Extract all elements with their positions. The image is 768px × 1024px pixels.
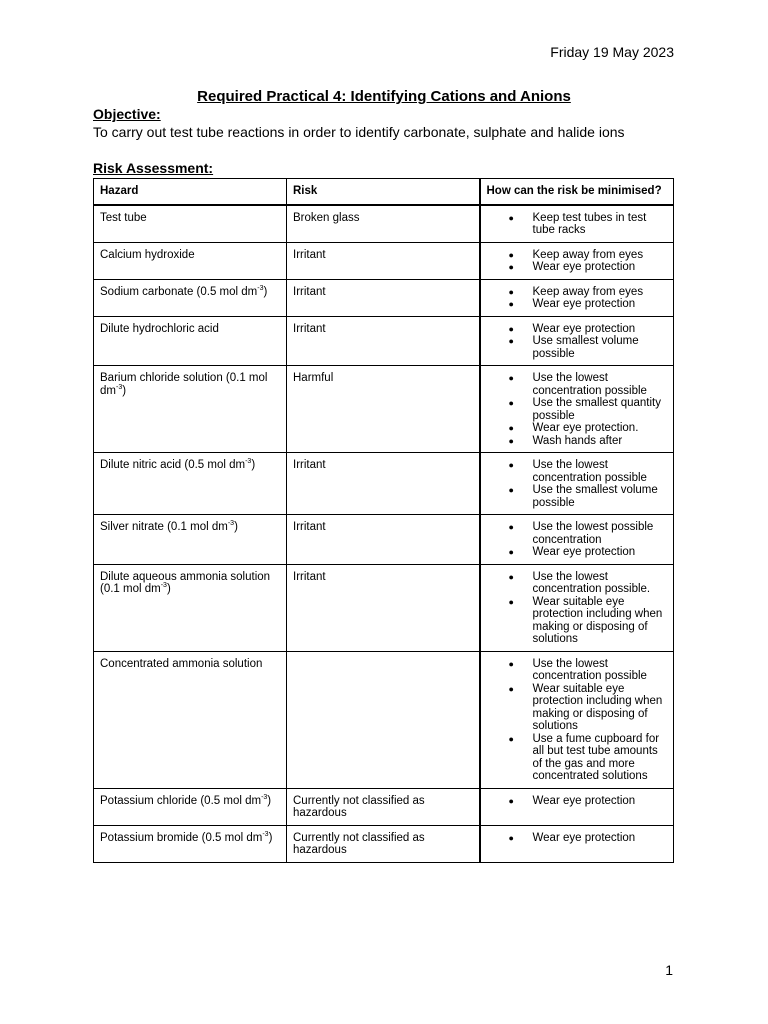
list-item: ● Use the lowest concentration possible [533, 658, 668, 683]
risk-cell: Irritant [287, 279, 480, 316]
table-row [94, 651, 674, 788]
table-body [94, 205, 674, 863]
bullet-list [487, 323, 668, 361]
list-item: ● Wear suitable eye protection including when making or disposing of solutions [533, 596, 668, 646]
table-row [94, 788, 674, 825]
bullet-list [487, 658, 668, 783]
risk-cell: Irritant [287, 564, 480, 651]
hazard-cell [94, 515, 287, 565]
hazard-text-tail: ) [267, 794, 272, 807]
hazard-text: Silver nitrate (0.1 mol dm [100, 521, 228, 533]
table-row [94, 205, 674, 243]
hazard-text: Dilute nitric acid (0.5 mol dm [100, 459, 246, 471]
risk-cell: Irritant [287, 453, 480, 515]
minimise-cell [480, 316, 674, 366]
list-item: ● Wear eye protection [533, 261, 668, 274]
hazard-text-tail: ) [268, 831, 273, 844]
risk-cell: Currently not classified as hazardous [287, 825, 480, 862]
minimise-cell [480, 825, 674, 862]
hazard-text-tail: ) [263, 285, 268, 298]
risk-cell: Currently not classified as hazardous [287, 788, 480, 825]
page-number: 1 [665, 962, 673, 978]
list-item: ● Use smallest volume possible [533, 335, 668, 360]
hazard-text: Test tube [100, 211, 147, 224]
hazard-cell [94, 564, 287, 651]
minimise-cell [480, 205, 674, 243]
objective-heading: Objective: [93, 106, 161, 122]
risk-cell [287, 651, 480, 788]
list-item: ● Use the lowest concentration possible [533, 459, 668, 484]
list-item: ● Use the smallest volume possible [533, 484, 668, 509]
hazard-text-tail: ) [122, 384, 127, 397]
table-row [94, 242, 674, 279]
bullet-list [487, 832, 668, 845]
bullet-list [487, 249, 668, 274]
list-item: ● Keep away from eyes [533, 286, 668, 299]
hazard-text: Potassium bromide (0.5 mol dm [100, 831, 263, 844]
risk-cell: Irritant [287, 316, 480, 366]
list-item: ● Use the lowest possible concentration [533, 521, 668, 546]
bullet-list [487, 212, 668, 237]
unit-exponent: -3 [115, 383, 123, 391]
table-row [94, 825, 674, 862]
table-row [94, 279, 674, 316]
bullet-list [487, 372, 668, 447]
risk-assessment-heading: Risk Assessment: [93, 160, 214, 176]
hazard-text: Calcium hydroxide [100, 248, 195, 261]
list-item: ● Keep away from eyes [533, 249, 668, 262]
list-item: ● Wear eye protection [533, 323, 668, 336]
table-row [94, 366, 674, 453]
risk-cell: Irritant [287, 515, 480, 565]
table-row [94, 564, 674, 651]
page-title: Required Practical 4: Identifying Cations and Anions [197, 88, 571, 105]
hazard-text: Concentrated ammonia solution [100, 657, 263, 670]
list-item: ● Use the lowest concentration possible. [533, 571, 668, 596]
hazard-text-tail: ) [166, 583, 171, 595]
list-item: ● Wear eye protection [533, 795, 668, 808]
table-row [94, 316, 674, 366]
hazard-text: Potassium chloride (0.5 mol dm [100, 794, 262, 807]
risk-column-header: Risk [287, 179, 480, 205]
unit-exponent: -3 [245, 458, 252, 466]
list-item: ● Use the smallest quantity possible [533, 397, 668, 422]
table-row [94, 453, 674, 515]
minimise-cell [480, 515, 674, 565]
list-item: ● Wash hands after [533, 435, 668, 448]
hazard-text: Barium chloride solution (0.1 mol dm [100, 372, 268, 397]
unit-exponent: -3 [257, 284, 264, 292]
bullet-list [487, 571, 668, 646]
document-date: Friday 19 May 2023 [550, 44, 674, 60]
risk-assessment-table [93, 178, 674, 863]
unit-exponent: -3 [262, 830, 269, 838]
minimise-column-header: How can the risk be minimised? [480, 179, 674, 205]
list-item: ● Wear suitable eye protection including when making or disposing of solutions [533, 683, 668, 733]
table-row [94, 515, 674, 565]
minimise-cell [480, 366, 674, 453]
hazard-text: Dilute aqueous ammonia solution (0.1 mol dm [100, 570, 271, 595]
list-item: ● Wear eye protection [533, 832, 668, 845]
minimise-cell [480, 242, 674, 279]
hazard-cell [94, 453, 287, 515]
hazard-cell [94, 205, 287, 243]
list-item: ● Use a fume cupboard for all but test tube amounts of the gas and more concentrated solutions [533, 733, 668, 783]
minimise-cell [480, 651, 674, 788]
list-item: ● Wear eye protection [533, 298, 668, 311]
minimise-cell [480, 279, 674, 316]
risk-cell: Broken glass [287, 205, 480, 243]
unit-exponent: -3 [160, 582, 167, 590]
hazard-text: Sodium carbonate (0.5 mol dm [100, 285, 258, 298]
hazard-cell [94, 242, 287, 279]
bullet-list [487, 459, 668, 509]
objective-text: To carry out test tube reactions in order to identify carbonate, sulphate and halide ions [93, 124, 625, 140]
hazard-cell [94, 279, 287, 316]
minimise-cell [480, 788, 674, 825]
hazard-cell [94, 651, 287, 788]
list-item: ● Keep test tubes in test tube racks [533, 212, 668, 237]
bullet-list [487, 521, 668, 559]
risk-cell: Harmful [287, 366, 480, 453]
list-item: ● Use the lowest concentration possible [533, 372, 668, 397]
hazard-text: Dilute hydrochloric acid [100, 322, 219, 335]
bullet-list [487, 795, 668, 808]
minimise-cell [480, 564, 674, 651]
hazard-cell [94, 825, 287, 862]
bullet-list [487, 286, 668, 311]
hazard-text-tail: ) [251, 459, 256, 471]
table-header-row [94, 179, 674, 205]
minimise-cell [480, 453, 674, 515]
hazard-text-tail: ) [234, 521, 238, 533]
list-item: ● Wear eye protection. [533, 422, 668, 435]
list-item: ● Wear eye protection [533, 546, 668, 559]
unit-exponent: -3 [261, 793, 268, 801]
risk-cell: Irritant [287, 242, 480, 279]
unit-exponent: -3 [227, 520, 235, 528]
hazard-column-header: Hazard [94, 179, 287, 205]
hazard-cell [94, 366, 287, 453]
hazard-cell [94, 788, 287, 825]
hazard-cell [94, 316, 287, 366]
